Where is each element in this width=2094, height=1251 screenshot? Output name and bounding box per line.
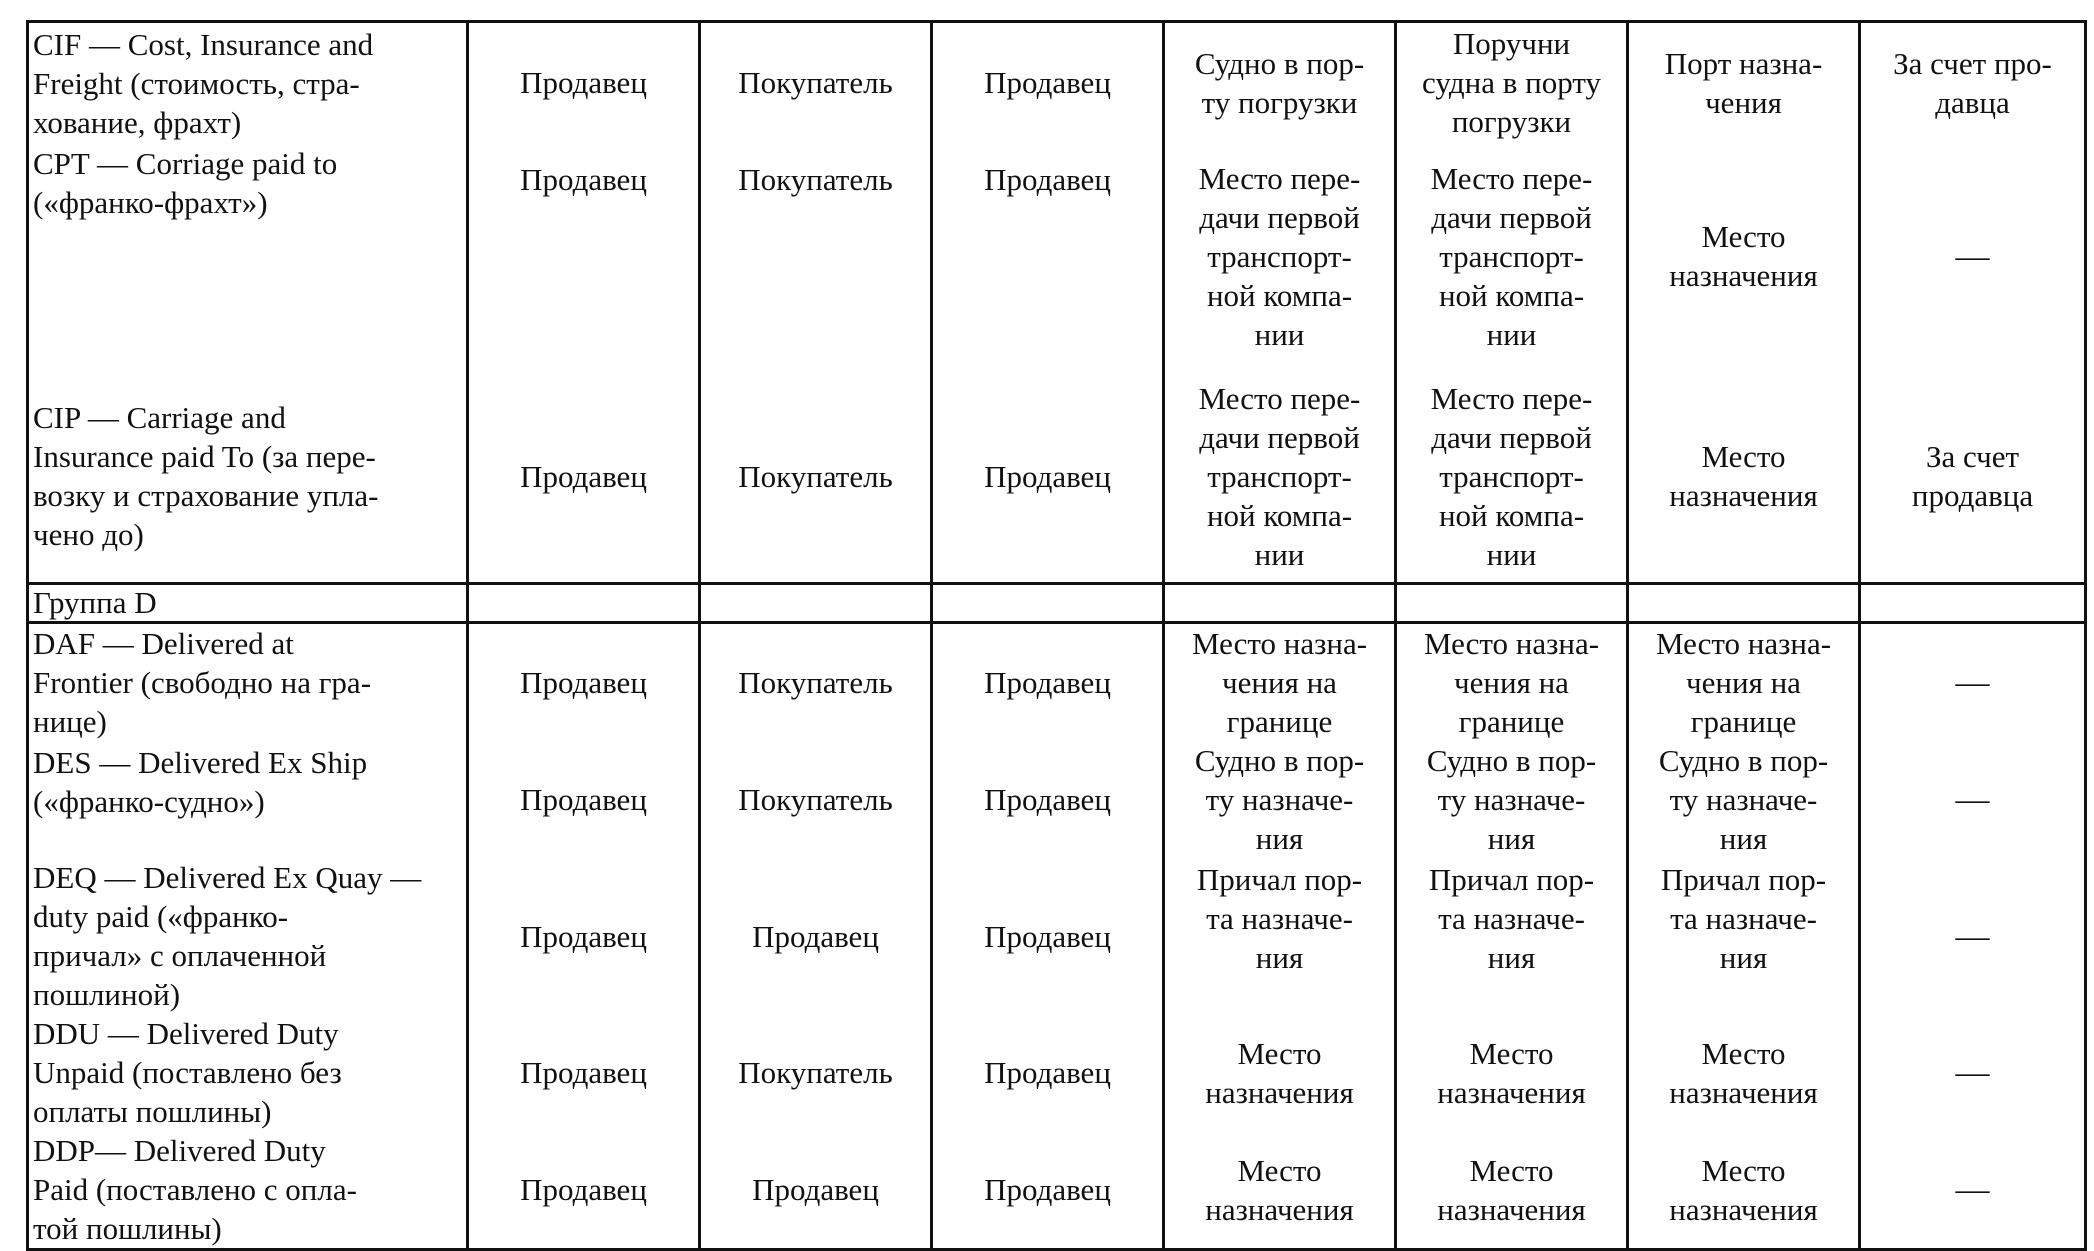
cell-col2: Покупатель [700,1014,932,1131]
cell-col6: Место назначения [1628,1014,1860,1131]
cell-col6: Причал пор- та назначе- ния [1628,858,1860,1014]
cell-col1: Продавец [468,858,700,1014]
table-row-des [28,741,2086,858]
cell-col6: Место назначения [1628,142,1860,370]
cell-col5: Судно в пор- ту назначе- ния [1396,741,1628,858]
cell-col2: Покупатель [700,142,932,370]
cell-col6: Место назначения [1628,1131,1860,1250]
cell-col1: Продавец [468,1131,700,1250]
empty-cell [468,584,700,623]
cell-col7: За счет продавца [1860,370,2086,584]
cell-col4: Судно в пор- ту назначе- ния [1164,741,1396,858]
group-d-row [28,584,2086,623]
term-cell: CPT — Corriage paid to («франко-фрахт») [28,142,468,370]
cell-col5: Место назначения [1396,1131,1628,1250]
cell-col6: Порт назна- чения [1628,22,1860,143]
cell-col2: Продавец [700,1131,932,1250]
empty-cell [1164,584,1396,623]
cell-col1: Продавец [468,370,700,584]
cell-col7: — [1860,1131,2086,1250]
table-row-daf [28,623,2086,742]
table-row-ddp [28,1131,2086,1250]
term-cell: CIF — Cost, Insurance and Freight (стоимость, стра- хование, фрахт) [28,22,468,143]
table-row-deq [28,858,2086,1014]
empty-cell [1860,584,2086,623]
cell-col4: Судно в пор- ту погрузки [1164,22,1396,143]
term-cell: DDP— Delivered Duty Paid (поставлено с опла- той пошлины) [28,1131,468,1250]
table-row-cpt [28,142,2086,370]
cell-col4: Место назначения [1164,1131,1396,1250]
cell-col7: — [1860,1014,2086,1131]
empty-cell [1628,584,1860,623]
incoterms-table-wrapper [26,20,2084,1251]
cell-col2: Покупатель [700,370,932,584]
term-cell: DDU — Delivered Duty Unpaid (поставлено без оплаты пошлины) [28,1014,468,1131]
cell-col3: Продавец [932,741,1164,858]
cell-col6: Место назна- чения на границе [1628,623,1860,742]
term-cell: DEQ — Delivered Ex Quay — duty paid («франко- причал» с оплаченной пошлиной) [28,858,468,1014]
cell-col1: Продавец [468,741,700,858]
cell-col3: Продавец [932,142,1164,370]
cell-col3: Продавец [932,1014,1164,1131]
cell-col6: Судно в пор- ту назначе- ния [1628,741,1860,858]
cell-col1: Продавец [468,623,700,742]
cell-col4: Место назначения [1164,1014,1396,1131]
empty-cell [700,584,932,623]
cell-col6: Место назначения [1628,370,1860,584]
term-cell: DAF — Delivered at Frontier (свободно на гра- нице) [28,623,468,742]
cell-col1: Продавец [468,22,700,143]
table-row-cip [28,370,2086,584]
cell-col5: Место пере- дачи первой транспорт- ной компа- нии [1396,370,1628,584]
cell-col2: Покупатель [700,741,932,858]
cell-col3: Продавец [932,370,1164,584]
cell-col7: За счет про- давца [1860,22,2086,143]
cell-col5: Место назначения [1396,1014,1628,1131]
cell-col4: Место пере- дачи первой транспорт- ной компа- нии [1164,142,1396,370]
cell-col7: — [1860,142,2086,370]
cell-col5: Место пере- дачи первой транспорт- ной компа- нии [1396,142,1628,370]
table-row-cif [28,22,2086,143]
cell-col5: Причал пор- та назначе- ния [1396,858,1628,1014]
cell-col7: — [1860,623,2086,742]
empty-cell [1396,584,1628,623]
table-row-ddu [28,1014,2086,1131]
cell-col3: Продавец [932,22,1164,143]
cell-col3: Продавец [932,1131,1164,1250]
cell-col3: Продавец [932,858,1164,1014]
empty-cell [932,584,1164,623]
group-d-label: Группа D [28,584,468,623]
term-cell: DES — Delivered Ex Ship («франко-судно») [28,741,468,858]
cell-col1: Продавец [468,1014,700,1131]
cell-col4: Место назна- чения на границе [1164,623,1396,742]
cell-col1: Продавец [468,142,700,370]
incoterms-table [26,20,2087,1251]
term-cell: CIP — Carriage and Insurance paid To (за пере- возку и страхование упла- чено до) [28,370,468,584]
cell-col5: Поручни судна в порту погрузки [1396,22,1628,143]
cell-col2: Покупатель [700,623,932,742]
cell-col7: — [1860,858,2086,1014]
cell-col2: Покупатель [700,22,932,143]
cell-col4: Место пере- дачи первой транспорт- ной компа- нии [1164,370,1396,584]
cell-col7: — [1860,741,2086,858]
cell-col2: Продавец [700,858,932,1014]
cell-col4: Причал пор- та назначе- ния [1164,858,1396,1014]
cell-col3: Продавец [932,623,1164,742]
cell-col5: Место назна- чения на границе [1396,623,1628,742]
